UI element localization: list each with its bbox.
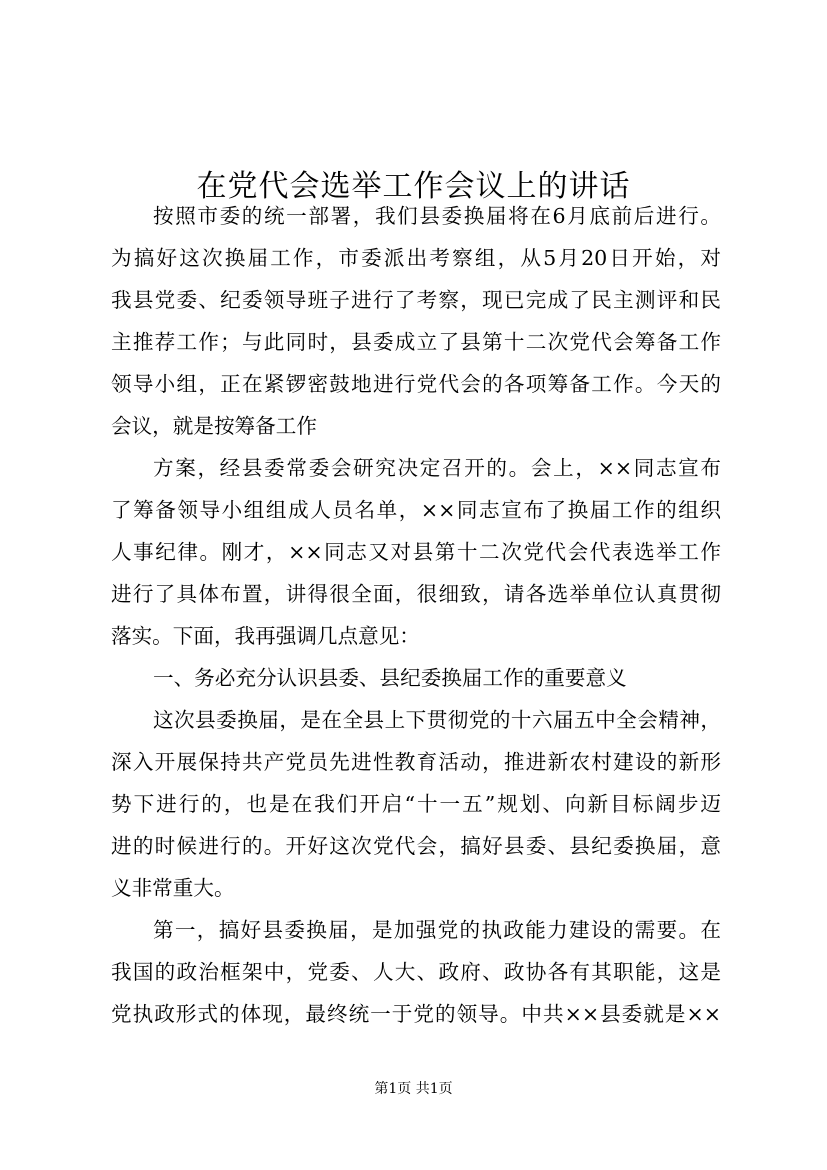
text-line: 进的时候进行的。开好这次党代会，搞好县委、县纪委换届，意 (111, 834, 721, 858)
text-line: 按照市委的统一部署，我们县委换届将在6月底前后进行。 (153, 204, 721, 228)
text-line: 方案，经县委常委会研究决定召开的。会上，××同志宣布 (153, 456, 721, 480)
text-line: 这次县委换届，是在全县上下贯彻党的十六届五中全会精神， (153, 708, 721, 732)
document-body (111, 195, 721, 1035)
text-line: 落实。下面，我再强调几点意见： (111, 624, 420, 648)
text-line: 会议，就是按筹备工作 (111, 414, 317, 438)
text-line: 进行了具体布置，讲得很全面，很细致，请各选举单位认真贯彻 (111, 582, 721, 606)
page-title: 在党代会选举工作会议上的讲话 (196, 169, 631, 205)
text-line: 为搞好这次换届工作，市委派出考察组，从5月20日开始，对 (111, 246, 721, 270)
text-line: 义非常重大。 (111, 876, 235, 900)
text-line: 人事纪律。刚才，××同志又对县第十二次党代会代表选举工作 (111, 540, 721, 564)
text-line: 领导小组，正在紧锣密鼓地进行党代会的各项筹备工作。今天的 (111, 372, 721, 396)
text-line: 党执政形式的体现，最终统一于党的领导。中共××县委就是×× (111, 1002, 721, 1026)
text-line: 深入开展保持共产党员先进性教育活动，推进新农村建设的新形 (111, 750, 721, 774)
page-footer: 第1页 共1页 (374, 1081, 453, 1097)
text-line: 主推荐工作；与此同时，县委成立了县第十二次党代会筹备工作 (111, 330, 721, 354)
text-line: 势下进行的，也是在我们开启“十一五”规划、向新目标阔步迈 (111, 792, 721, 816)
text-line: 了筹备领导小组组成人员名单，××同志宣布了换届工作的组织 (111, 498, 721, 522)
text-line: 我县党委、纪委领导班子进行了考察，现已完成了民主测评和民 (111, 288, 721, 312)
text-line: 一、务必充分认识县委、县纪委换届工作的重要意义 (153, 666, 627, 690)
text-line: 我国的政治框架中，党委、人大、政府、政协各有其职能，这是 (111, 960, 721, 984)
text-line: 第一，搞好县委换届，是加强党的执政能力建设的需要。在 (153, 918, 721, 942)
